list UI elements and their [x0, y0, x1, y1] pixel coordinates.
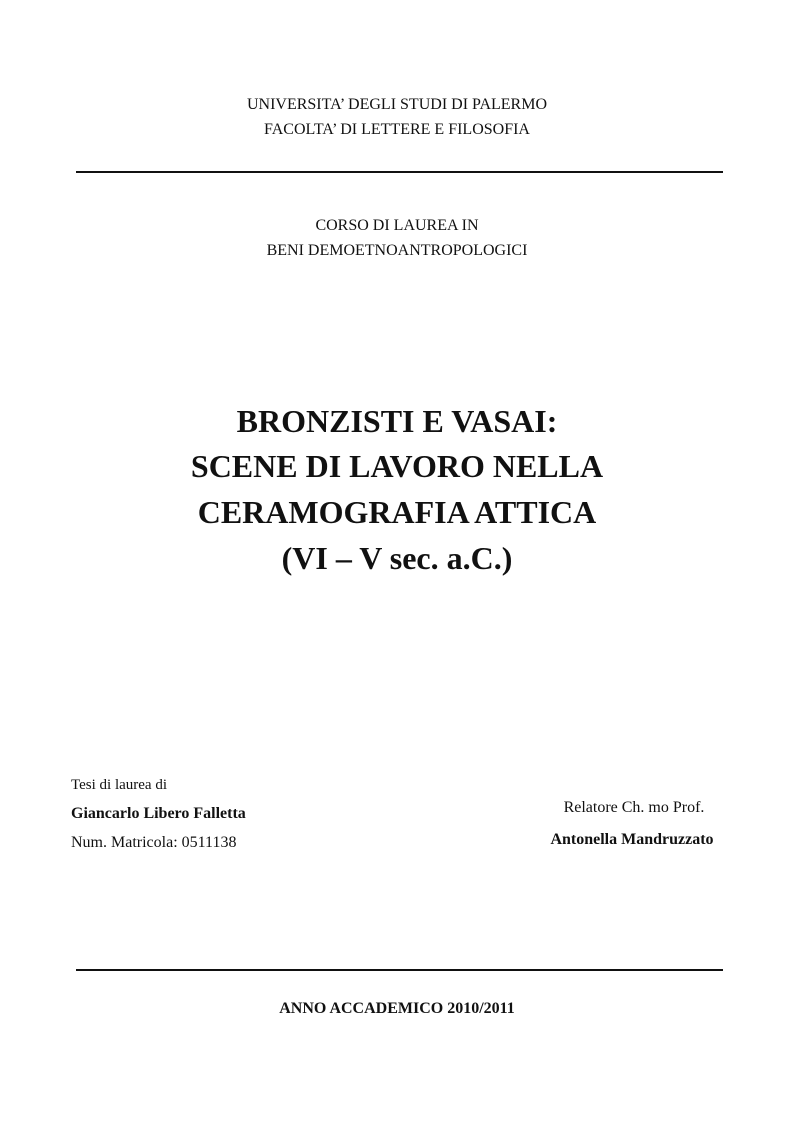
thesis-title-line-2: SCENE DI LAVORO NELLA — [190, 448, 604, 484]
author-label: Tesi di laurea di — [71, 777, 167, 793]
course-line-2: BENI DEMOETNOANTROPOLOGICI — [266, 242, 528, 259]
academic-year: ANNO ACCADEMICO 2010/2011 — [279, 1000, 515, 1017]
supervisor-name: Antonella Mandruzzato — [550, 831, 714, 848]
author-name: Giancarlo Libero Falletta — [71, 805, 246, 822]
thesis-title-line-1: BRONZISTI E VASAI: — [236, 403, 558, 439]
bottom-divider — [76, 969, 723, 971]
faculty-name: FACOLTA’ DI LETTERE E FILOSOFIA — [264, 121, 530, 138]
thesis-title-line-4: (VI – V sec. a.C.) — [281, 540, 513, 576]
author-matricola: Num. Matricola: 0511138 — [71, 834, 237, 851]
course-line-1: CORSO DI LAUREA IN — [315, 217, 479, 234]
supervisor-label: Relatore Ch. mo Prof. — [563, 799, 705, 816]
university-name: UNIVERSITA’ DEGLI STUDI DI PALERMO — [246, 96, 548, 113]
top-divider — [76, 171, 723, 173]
thesis-title-line-3: CERAMOGRAFIA ATTICA — [197, 494, 597, 530]
